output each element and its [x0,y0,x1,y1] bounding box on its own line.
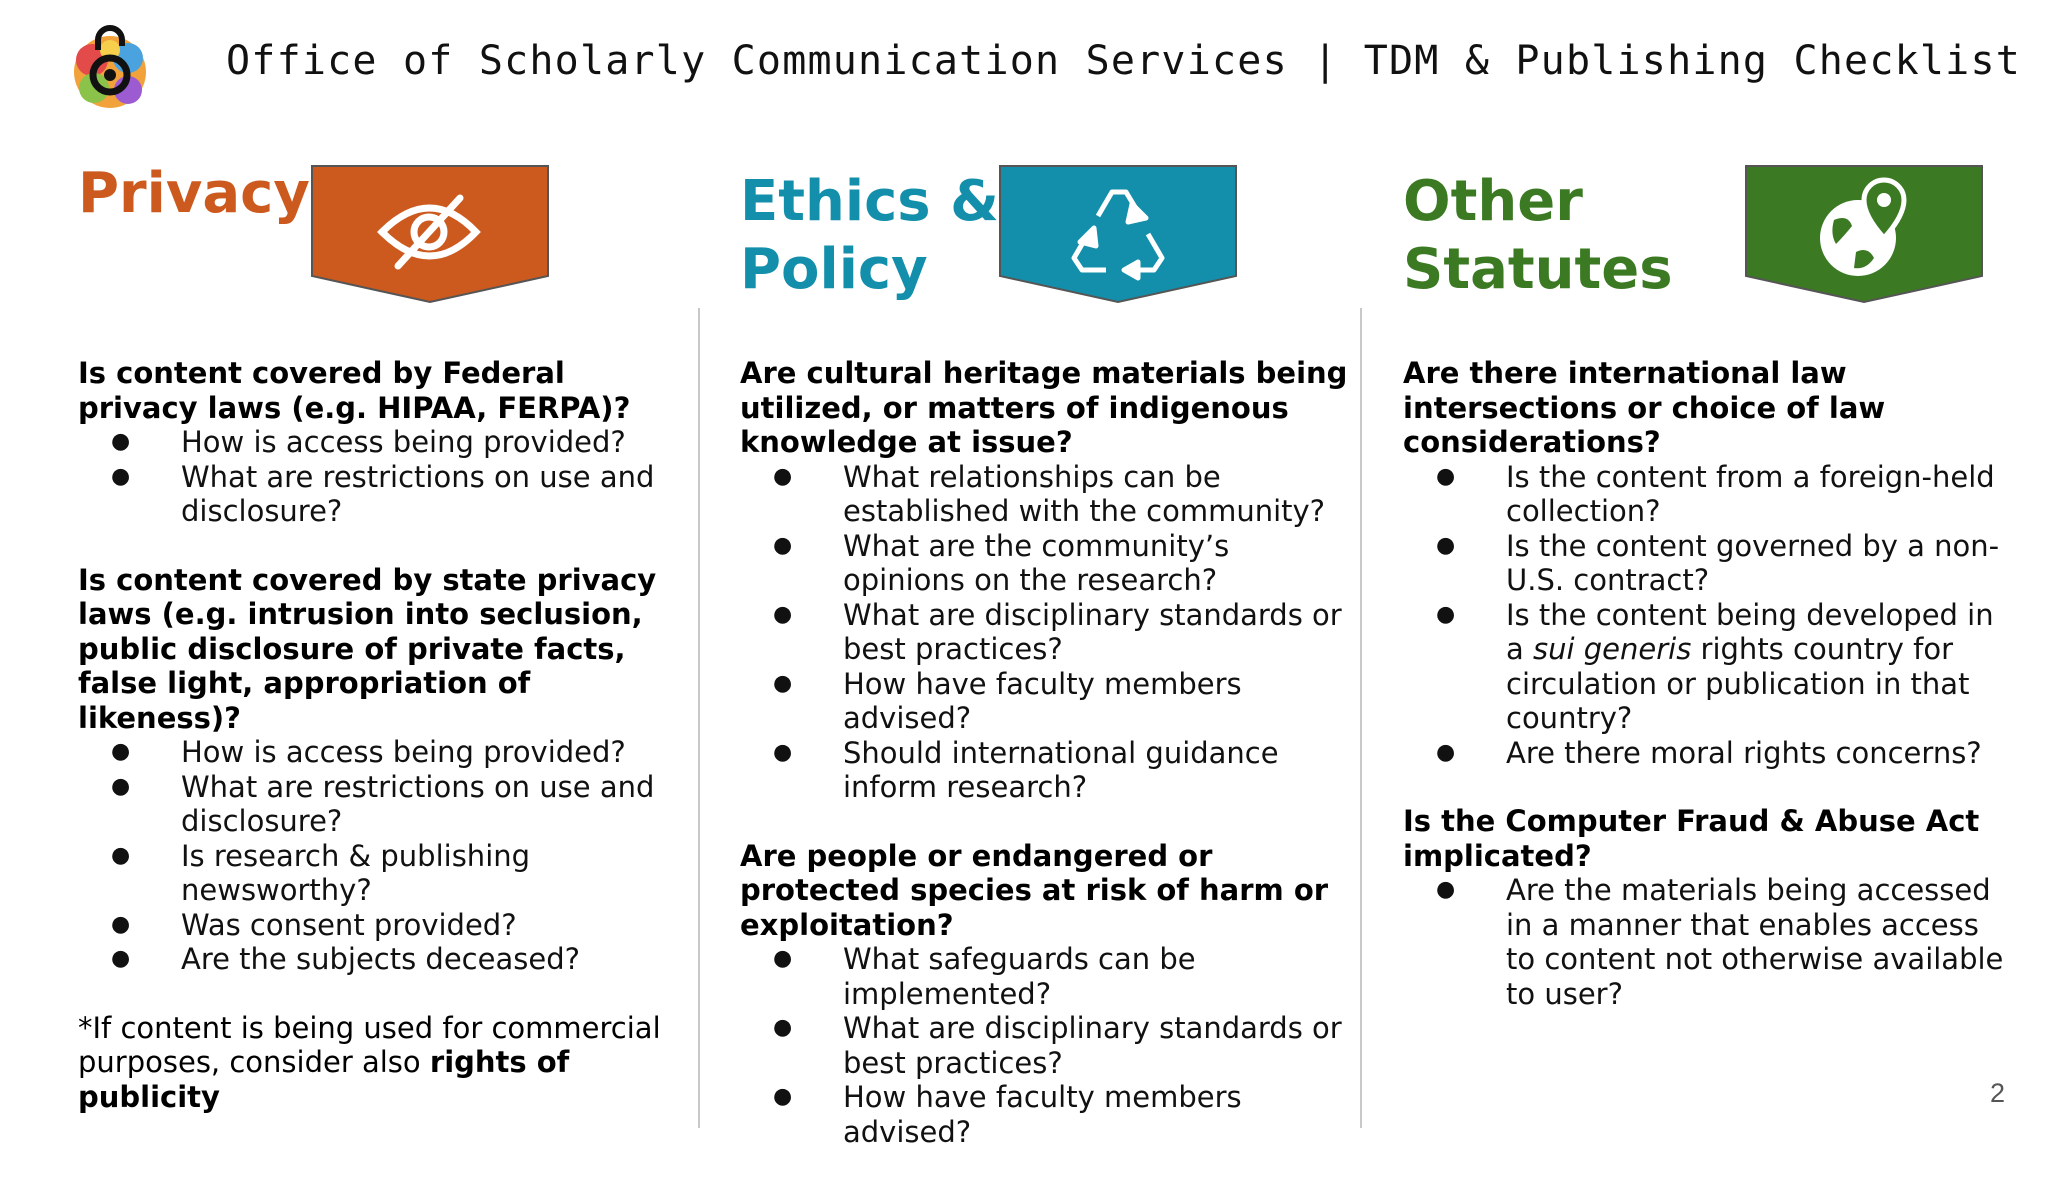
list-item: ● How have faculty members advised? [773,1080,1242,1149]
bullet-icon: ● [111,773,131,799]
privacy-list-2 [78,735,688,977]
list-item: ● Is research & publishing newsworthy? [111,838,531,907]
list-item: ● What are disciplinary standards or best practices? [773,1011,1342,1080]
bullet-icon: ● [111,429,131,454]
eye-slash-icon [310,164,550,304]
ethics-list-2 [740,942,1350,1149]
privacy-question-2: Is content covered by state privacy laws (e.g. intrusion into seclusion, public disclosure of private facts, false light, appropriation of likeness)? [78,562,657,735]
commercial-note: *If content is being used for commercial purposes, consider also rights of publicity [78,1010,661,1114]
bullet-icon: ● [773,601,793,627]
globe-pin-icon [1744,164,1984,304]
bullet-icon: ● [1436,601,1456,627]
bullet-icon: ● [1436,532,1456,558]
list-item: ● What are disciplinary standards or best practices? [773,597,1342,666]
column-divider [1360,308,1362,1128]
bullet-icon: ● [773,670,793,696]
ethics-question-2: Are people or endangered or protected species at risk of harm or exploitation? [740,838,1329,942]
bullet-icon: ● [111,463,131,489]
bullet-icon: ● [773,1015,793,1040]
privacy-content [78,356,688,1114]
privacy-list-1 [78,425,688,529]
bullet-icon: ● [1436,877,1456,902]
statutes-question-1: Are there international law intersections or choice of law considerations? [1403,356,1886,459]
list-item: ● How have faculty members advised? [773,666,1242,735]
bullet-icon: ● [773,739,793,765]
list-item: ● Was consent provided? [111,907,517,942]
list-item: ● Should international guidance inform research? [773,735,1279,804]
list-item: ● How is access being provided? [111,425,626,459]
ethics-column-header [740,160,1350,310]
list-item: ● What are the community’s opinions on the research? [773,528,1230,597]
bullet-icon: ● [773,1084,793,1109]
list-item: ● What safeguards can be implemented? [773,942,1196,1011]
ethics-question-1: Are cultural heritage materials being utilized, or matters of indigenous knowledge at issue? [740,356,1348,459]
privacy-column-header [78,160,688,310]
list-item: ● What relationships can be established with the community? [773,459,1326,528]
statutes-list-2 [1403,873,2013,1011]
ethics-content [740,356,1350,1183]
statutes-content [1403,356,2013,1045]
privacy-column [78,160,688,1114]
page-title: Office of Scholarly Communication Services | TDM & Publishing Checklist [226,38,2022,84]
statutes-list-1 [1403,460,2013,771]
privacy-title: Privacy [78,161,310,226]
bullet-icon: ● [1436,463,1456,489]
list-item: ● How is access being provided? [111,735,626,769]
ethics-policy-column [740,160,1350,1149]
bullet-icon: ● [773,532,793,558]
bullet-icon: ● [1436,739,1456,765]
recycle-icon [998,164,1238,304]
page-header [0,0,2048,140]
list-item: ● Are there moral rights concerns? [1436,735,1982,770]
other-statutes-column [1403,160,2013,1011]
list-item: ● What are restrictions on use and disclosure? [111,459,655,528]
bullet-icon: ● [773,463,793,489]
ethics-list-1 [740,460,1350,805]
list-item: ● What are restrictions on use and disclosure? [111,769,655,838]
list-item: ● Is the content being developed in a sui generis rights country for circulation or publication in that country? [1436,597,1994,735]
bullet-icon: ● [111,739,131,764]
bullet-icon: ● [773,946,793,971]
statutes-column-header [1403,160,2013,310]
column-divider [698,308,700,1128]
open-access-logo-icon [70,20,150,115]
list-item: ● Are the subjects deceased? [111,942,580,976]
statutes-title: Other Statutes [1403,169,1673,302]
list-item: ● Is the content from a foreign-held collection? [1436,459,1995,528]
page-number: 2 [1990,1078,2006,1108]
bullet-icon: ● [111,946,131,971]
bullet-icon: ● [111,842,131,868]
statutes-question-2: Is the Computer Fraud & Abuse Act implicated? [1403,804,1980,873]
bullet-icon: ● [111,911,131,937]
list-item: ● Are the materials being accessed in a manner that enables access to content not otherwise available to user? [1436,873,2004,1011]
ethics-title: Ethics & Policy [740,169,999,302]
privacy-question-1: Is content covered by Federal privacy laws (e.g. HIPAA, FERPA)? [78,356,631,425]
list-item: ● Is the content governed by a non-U.S. contract? [1436,528,2000,597]
